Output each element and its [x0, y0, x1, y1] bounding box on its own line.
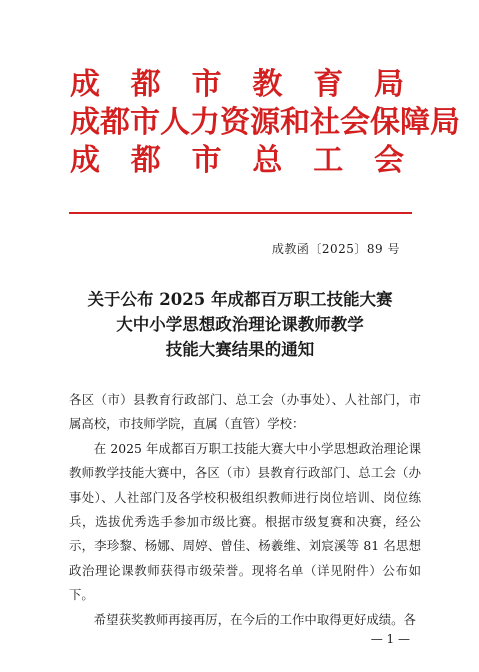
- notice-body: [69, 388, 421, 632]
- issuer-char: 成: [70, 67, 100, 102]
- issuer-hr-social-security-bureau: [70, 104, 460, 142]
- issuer-char: 市: [191, 143, 222, 178]
- issuer-char: 源: [250, 105, 280, 140]
- issuer-char: 工: [313, 143, 344, 178]
- issuer-char: 都: [100, 105, 130, 140]
- salutation: 各区（市）县教育行政部门、总工会（办事处）、人社部门，市属高校，市技师学院，直属（直管）学校：: [69, 392, 421, 432]
- notice-title: [40, 287, 440, 362]
- issuer-char: 资: [220, 105, 250, 140]
- red-separator-line: [69, 212, 412, 214]
- page-number: — 1 —: [370, 632, 410, 646]
- issuer-char: 和: [280, 105, 310, 140]
- title-line-2: 大中小学思想政治理论课教师教学: [116, 315, 364, 334]
- issuer-char: 市: [130, 105, 160, 140]
- issuer-char: 障: [400, 105, 430, 140]
- issuer-education-bureau: [70, 66, 404, 104]
- paragraph-2: 希望获奖教师再接再厉，在今后的工作中取得更好成绩。各: [93, 611, 416, 627]
- issuing-authorities: [70, 66, 460, 180]
- issuer-char: 市: [191, 67, 222, 102]
- issuer-federation-of-trade-unions: [70, 142, 404, 180]
- issuer-char: 都: [130, 67, 161, 102]
- issuer-char: 人: [160, 105, 190, 140]
- issuer-char: 成: [70, 105, 100, 140]
- issuer-char: 会: [340, 105, 370, 140]
- paragraph-1: 在 2025 年成都百万职工技能大赛大中小学思想政治理论课教师教学技能大赛中，各区（市）县教育行政部门、总工会（办事处）、人社部门及各学校积极组织教师进行岗位培训、岗位练兵，选拔优秀选手参加市级比赛。根据市级复赛和决赛，经公示，李珍黎、杨娜、周婷、曾佳、杨羲维、刘宸溪等 81 名思想政治理论课教师获得市级荣誉。现将名单（详见附件）公布如下。: [69, 440, 421, 603]
- issuer-char: 局: [430, 105, 460, 140]
- issuer-char: 会: [373, 143, 404, 178]
- issuer-char: 局: [373, 67, 404, 102]
- document-number: 成教函〔2025〕89 号: [271, 242, 400, 256]
- issuer-char: 保: [370, 105, 400, 140]
- issuer-char: 力: [190, 105, 220, 140]
- issuer-char: 都: [130, 143, 161, 178]
- title-line-3: 技能大赛结果的通知: [165, 340, 315, 359]
- issuer-char: 社: [310, 105, 340, 140]
- issuer-char: 教: [252, 67, 283, 102]
- issuer-char: 育: [313, 67, 344, 102]
- title-line-1: 关于公布 2025 年成都百万职工技能大赛: [87, 290, 393, 309]
- issuer-char: 成: [70, 143, 100, 178]
- issuer-char: 总: [252, 143, 283, 178]
